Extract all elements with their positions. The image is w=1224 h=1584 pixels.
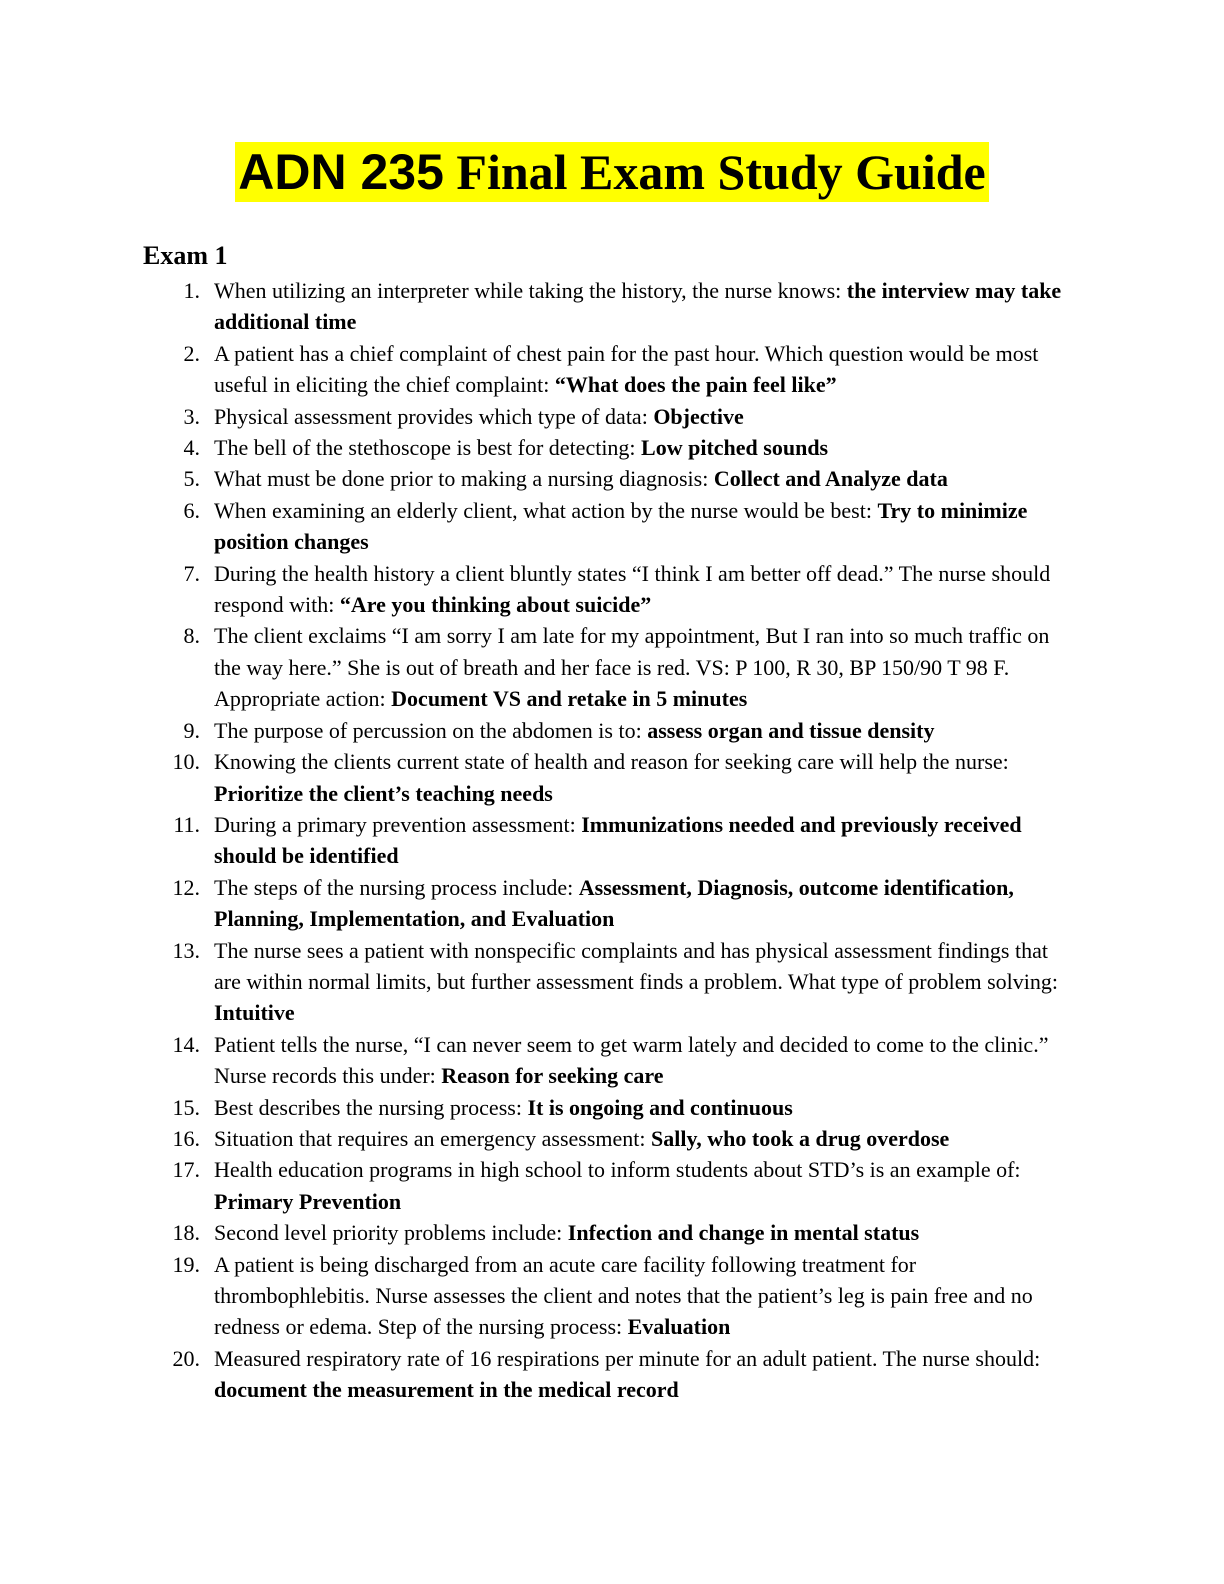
list-item [0, 809, 1064, 872]
question-text: The nurse sees a patient with nonspecific complaints and has physical assessment findings that are within normal limits, but further assessment finds a problem. What type of problem solving: [214, 937, 1058, 994]
question-text: Best describes the nursing process: [214, 1094, 528, 1120]
item-number: 15. [172, 1094, 200, 1120]
question-text: The purpose of percussion on the abdomen is to: [214, 717, 648, 743]
item-number: 9. [183, 717, 200, 743]
item-number: 13. [172, 937, 200, 963]
item-number: 2. [183, 340, 200, 366]
title-text: Final Exam Study Guide [456, 144, 986, 200]
list-item [0, 1154, 1064, 1217]
question-text: Measured respiratory rate of 16 respirations per minute for an adult patient. The nurse should: [214, 1345, 1041, 1371]
question-text: Physical assessment provides which type of data: [214, 403, 654, 429]
question-text: Knowing the clients current state of health and reason for seeking care will help the nurse: [214, 749, 1009, 775]
answer-text: Immunizations needed and previously received should be identified [214, 811, 1022, 869]
item-number: 20. [172, 1345, 200, 1371]
item-number: 3. [183, 403, 200, 429]
list-item [0, 1343, 1064, 1406]
question-text: Patient tells the nurse, “I can never seem to get warm lately and decided to come to the clinic.” Nurse records this under: [214, 1031, 1049, 1089]
question-text: A patient is being discharged from an acute care facility following treatment for thrombophlebitis. Nurse assesses the client and notes that the patient’s leg is pain free and no redness or edema. Step of the nursing process: [214, 1251, 1033, 1340]
answer-text: Low pitched sounds [641, 435, 829, 461]
list-item [0, 558, 1064, 621]
section-heading: Exam 1 [143, 241, 228, 270]
question-text: During a primary prevention assessment: [214, 811, 582, 837]
question-text: A patient has a chief complaint of chest pain for the past hour. Which question would be most useful in eliciting the chief complaint: [214, 340, 1039, 398]
answer-text: Intuitive [214, 1000, 295, 1026]
item-number: 18. [172, 1220, 200, 1246]
item-number: 11. [173, 811, 200, 837]
answer-text: Assessment, Diagnosis, outcome identification, Planning, Implementation, and Evaluation [214, 874, 1014, 932]
list-item [0, 935, 1064, 1029]
item-number: 8. [183, 623, 200, 649]
item-number: 5. [183, 466, 200, 492]
list-item [0, 1249, 1064, 1343]
answer-text: It is ongoing and continuous [527, 1094, 793, 1120]
list-item [0, 495, 1064, 558]
question-text: What must be done prior to making a nursing diagnosis: [214, 466, 714, 492]
question-text: During the health history a client bluntly states “I think I am better off dead.” The nurse should respond with: [214, 560, 1051, 618]
question-text: The steps of the nursing process include: [214, 874, 579, 900]
item-number: 6. [183, 497, 200, 523]
list-item [0, 338, 1064, 401]
list-item [0, 620, 1064, 714]
answer-text: Objective [653, 403, 744, 429]
answer-text: Infection and change in mental status [567, 1220, 920, 1246]
item-number: 16. [172, 1125, 200, 1151]
list-item [0, 401, 1064, 432]
list-item [0, 275, 1064, 338]
answer-text: Document VS and retake in 5 minutes [391, 686, 748, 712]
answer-text: “What does the pain feel like” [554, 372, 837, 398]
answer-text: Primary Prevention [214, 1188, 402, 1214]
list-item [0, 872, 1064, 935]
item-number: 7. [183, 560, 200, 586]
answer-text: Try to minimize position changes [214, 497, 1028, 555]
item-number: 17. [172, 1157, 200, 1183]
question-text: When utilizing an interpreter while taking the history, the nurse knows: [214, 278, 847, 303]
item-number: 10. [172, 749, 200, 775]
title-container [0, 142, 1224, 202]
question-text: The client exclaims “I am sorry I am late for my appointment, But I ran into so much traffic on the way here.” She is out of breath and her face is red. VS: P 100, R 30, BP 150/90 T 98 F. Appropriate action: [214, 623, 1050, 712]
list-item [0, 715, 1064, 746]
answer-text: the interview may take additional time [214, 278, 1062, 335]
answer-text: assess organ and tissue density [647, 717, 935, 743]
list-item [0, 1123, 1064, 1154]
answer-text: Prioritize the client’s teaching needs [214, 780, 553, 806]
answer-text: document the measurement in the medical record [214, 1377, 679, 1403]
list-item [0, 1092, 1064, 1123]
answer-text: Evaluation [627, 1314, 731, 1340]
item-number: 1. [183, 278, 200, 303]
question-text: Situation that requires an emergency assessment: [214, 1125, 652, 1151]
list-item [0, 746, 1064, 809]
answer-text: Reason for seeking care [441, 1063, 664, 1089]
title-course-code: ADN 235 [238, 144, 444, 200]
list-item [0, 1217, 1064, 1248]
question-list [0, 275, 1224, 1406]
list-item [0, 463, 1064, 494]
question-text: When examining an elderly client, what action by the nurse would be best: [214, 497, 878, 523]
question-text: Health education programs in high school to inform students about STD’s is an example of: [214, 1157, 1021, 1183]
question-text: Second level priority problems include: [214, 1220, 568, 1246]
item-number: 14. [172, 1031, 200, 1057]
item-number: 12. [172, 874, 200, 900]
answer-text: Collect and Analyze data [713, 466, 948, 492]
answer-text: Sally, who took a drug overdose [651, 1125, 950, 1151]
item-number: 19. [172, 1251, 200, 1277]
question-text: The bell of the stethoscope is best for detecting: [214, 435, 642, 461]
page-title [235, 142, 988, 202]
list-item [0, 432, 1064, 463]
answer-text: “Are you thinking about suicide” [339, 592, 652, 618]
item-number: 4. [183, 435, 200, 461]
list-item [0, 1029, 1064, 1092]
